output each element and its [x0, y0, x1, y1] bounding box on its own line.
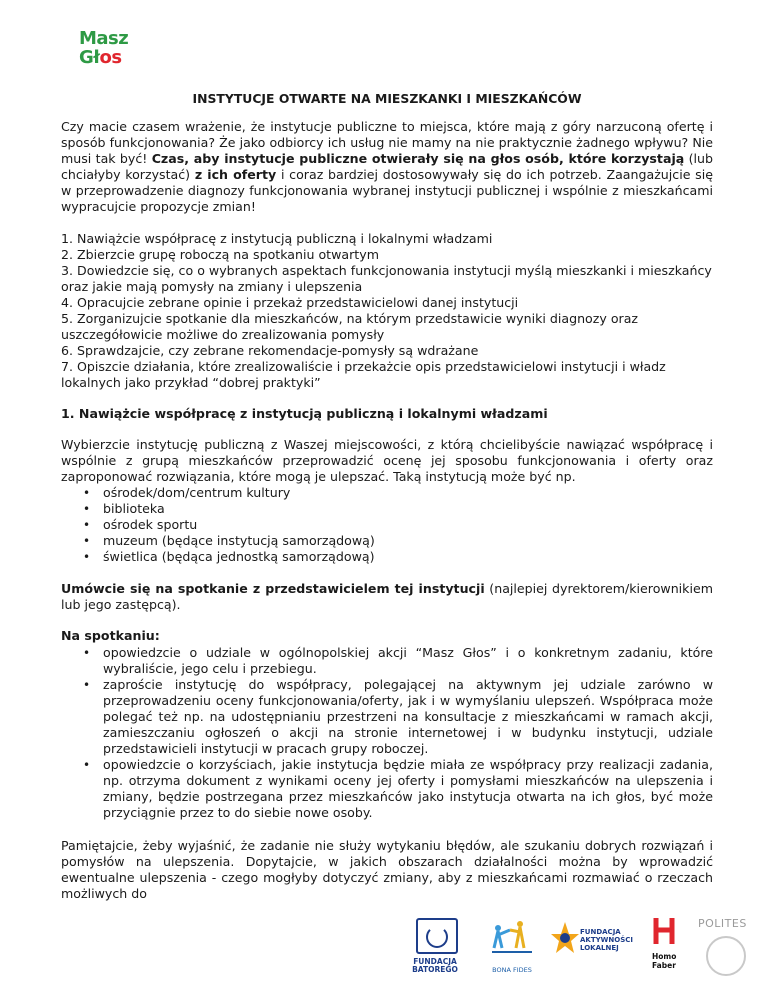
step-item: 6. Sprawdzajcie, czy zebrane rekomendacje-pomysły są wdrażane — [61, 343, 479, 359]
page-title: INSTYTUCJE OTWARTE NA MIESZKANKI I MIESZKAŃCÓW — [192, 91, 582, 106]
polites-ring-icon — [706, 936, 746, 976]
list-item: • opowiedzcie o udziale w ogólnopolskiej akcji “Masz Głos” i o konkretnym zadaniu, które wybraliście, jego celu i przebiegu. — [103, 645, 713, 677]
section-1-paragraph: Wybierzcie instytucję publiczną z Waszej miejscowości, z którą chcielibyście nawiązać współpracę i wspólnie z grupą mieszkańców przeprowadzić ocenę jej sposobu funkcjonowania i oferty oraz zaproponować rozwiązania, które mogą je ulepszać. Taką instytucją może być np. — [61, 436, 713, 484]
meeting-heading: Na spotkaniu: — [61, 628, 160, 644]
bona-fides-figures-icon — [488, 918, 536, 958]
meeting-paragraph: Umówcie się na spotkanie z przedstawicielem tej instytucji (najlepiej dyrektorem/kierownikiem lub jego zastępcą). — [61, 581, 713, 613]
bona-fides-logo: BONA FIDES — [488, 918, 536, 974]
fal-star-icon — [550, 918, 580, 958]
list-item: • opowiedzcie o korzyściach, jakie instytucja będzie miała ze współpracy przy realizacji zadania, np. otrzyma dokument z wynikami oceny jej oferty i pomysłami mieszkańców na ulepszenia i zmiany, będzie postrzegana przez mieszkańców jako instytucja otwarta na ich głos, być może przyciągnie przez to do siebie nowe osoby. — [103, 757, 713, 821]
section-1-heading: 1. Nawiążcie współpracę z instytucją publiczną i lokalnymi władzami — [61, 405, 548, 421]
batory-emblem-icon — [416, 918, 458, 954]
speech-bubble-icon: os — [99, 47, 122, 68]
step-item: 5. Zorganizujcie spotkanie dla mieszkańców, na którym przedstawicie wyniki diagnozy oraz uszczegółowicie możliwe do zrealizowania pomysły — [61, 311, 639, 343]
list-item: • zaproście instytucję do współpracy, polegającej na aktywnym jej udziale zarówno w przeprowadzeniu oceny funkcjonowania/oferty, jak i w wymyślaniu ulepszeń. Współpraca może polegać też np. na udostępnianiu przestrzeni na konsultacje z mieszkańcami w ramach akcji, zamieszczaniu ogłoszeń o akcji na stronie internetowej i w budynku instytucji, udziale przedstawicieli instytucji w pracach grupy roboczej. — [103, 677, 713, 757]
closing-paragraph: Pamiętajcie, żeby wyjaśnić, że zadanie nie służy wytykaniu błędów, ale szukaniu dobrych rozwiązań i pomysłów na ulepszenia. Dopytajcie, w jakich obszarach działalności można by wprowadzić ewentualne ulepszenia - czego mogłyby dotyczyć zmiany, aby z mieszkańcami rozmawiać o rzeczach możliwych do — [61, 837, 713, 901]
step-item: 7. Opiszcie działania, które zrealizowaliście i przekażcie opis przedstawicielowi instytucji i władz lokalnych jako przykład “dobrej praktyki” — [61, 359, 666, 391]
masz-glos-logo — [79, 29, 139, 71]
institution-list — [61, 485, 713, 565]
list-item: • ośrodek sportu — [103, 517, 713, 533]
list-item: • świetlica (będąca jednostką samorządową) — [103, 549, 713, 565]
step-item: 1. Nawiążcie współpracę z instytucją publiczną i lokalnymi władzami — [61, 230, 493, 246]
list-item: • ośrodek/dom/centrum kultury — [103, 485, 713, 501]
steps-list — [61, 231, 713, 392]
logo-line-1: Masz — [79, 28, 129, 49]
list-item: • muzeum (będące instytucją samorządową) — [103, 533, 713, 549]
batory-foundation-logo: FUNDACJA BATOREGO — [405, 918, 465, 974]
list-item: • biblioteka — [103, 501, 713, 517]
homo-faber-h-icon — [652, 916, 678, 946]
partner-logos — [0, 912, 768, 992]
meeting-list — [61, 645, 713, 822]
logo-line-2: Głos — [79, 47, 122, 68]
polites-logo: POLITES — [698, 912, 756, 931]
step-item: 2. Zbierzcie grupę roboczą na spotkaniu otwartym — [61, 246, 379, 262]
step-item: 4. Opracujcie zebrane opinie i przekaż przedstawicielowi danej instytucji — [61, 294, 519, 310]
step-item: 3. Dowiedzcie się, co o wybranych aspektach funkcjonowania instytucji myślą mieszkanki i mieszkańcy oraz jakie mają pomysły na zmiany i ulepszenia — [61, 262, 712, 294]
intro-paragraph: Czy macie czasem wrażenie, że instytucje publiczne to miejsca, które mają z góry narzuconą ofertę i sposób funkcjonowania? Że jako odbiorcy ich usług nie mamy na nie praktycznie żadnego wpływu? Nie musi tak być! Czas, aby instytucje publiczne otwierały się na głos osób, które korzystają (lub chciałyby korzystać) z ich oferty i coraz bardziej dostosowywały się do ich potrzeb. Zaangażujcie się w przeprowadzenie diagnozy funkcjonowania wybranej instytucji publicznej i wspólnie z mieszkańcami wypracujcie propozycje zmian! — [61, 119, 713, 215]
fal-logo: FUNDACJA AKTYWNOŚCI LOKALNEJ — [550, 918, 630, 962]
homo-faber-logo: Homo Faber — [652, 916, 696, 970]
document-body — [61, 91, 713, 917]
